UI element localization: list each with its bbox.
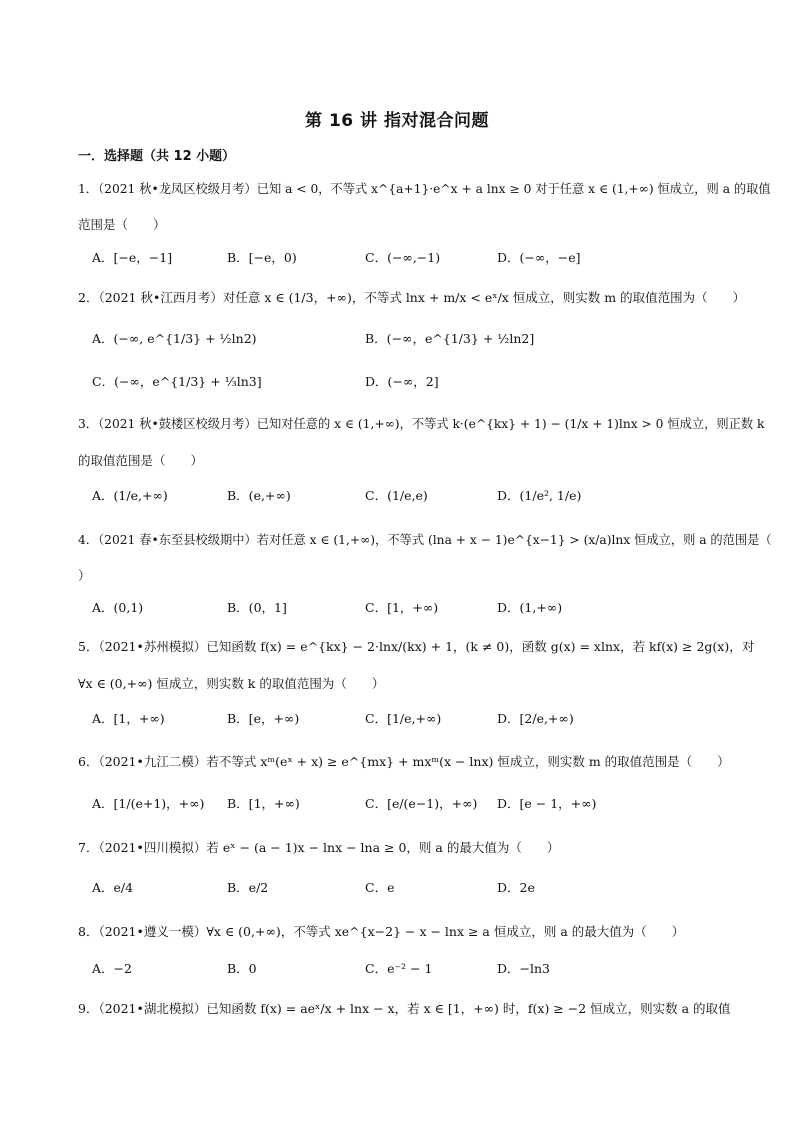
question-1-option-a[interactable]: A．[−e，−1] xyxy=(92,250,173,265)
question-7-option-d[interactable]: D．2e xyxy=(497,880,535,895)
question-2-option-d[interactable]: D．(−∞，2] xyxy=(365,374,439,389)
question-4-line-1: 4．（2021 春•东至县校级期中）若对任意 x ∈ (1,+∞)，不等式 (lna + x − 1)e^{x−1} > (x/a)lnx 恒成立，则 a 的范围是（ xyxy=(78,533,772,547)
question-2-option-c[interactable]: C．(−∞，e^{1/3} + ⅓ln3] xyxy=(92,374,262,389)
question-1-line-2: 范围是（ ） xyxy=(78,217,166,232)
question-4-option-b[interactable]: B．(0，1] xyxy=(227,600,287,615)
question-3-option-c[interactable]: C．(1/e,e) xyxy=(365,488,428,503)
question-3-option-b[interactable]: B．(e,+∞) xyxy=(227,488,291,503)
question-3-line-2: 的取值范围是（ ） xyxy=(78,453,204,468)
question-4-option-a[interactable]: A．(0,1) xyxy=(92,600,144,615)
page-title: 第 16 讲 指对混合问题 xyxy=(305,111,489,131)
question-8-option-b[interactable]: B．0 xyxy=(227,961,257,976)
question-9-line-1: 9．（2021•湖北模拟）已知函数 f(x) = aeˣ/x + lnx − x，若 x ∈ [1，+∞) 时，f(x) ≥ −2 恒成立，则实数 a 的取值 xyxy=(78,1001,731,1016)
question-7-option-c[interactable]: C．e xyxy=(365,880,395,895)
question-5-line-2: ∀x ∈ (0,+∞) 恒成立，则实数 k 的取值范围为（ ） xyxy=(78,676,385,691)
question-2-option-a[interactable]: A．(−∞, e^{1/3} + ½ln2) xyxy=(92,331,257,346)
question-4-line-2: ） xyxy=(78,568,91,583)
question-6-option-a[interactable]: A．[1/(e+1)，+∞) xyxy=(92,796,205,811)
question-5-option-a[interactable]: A．[1，+∞) xyxy=(92,711,165,726)
question-4-option-d[interactable]: D．(1,+∞) xyxy=(497,600,563,615)
question-8-line-1: 8．（2021•遵义一模）∀x ∈ (0,+∞)，不等式 xe^{x−2} − x − lnx ≥ a 恒成立，则 a 的最大值为（ ） xyxy=(78,924,685,939)
question-8-option-a[interactable]: A．−2 xyxy=(92,961,132,976)
question-8-option-c[interactable]: C．e⁻² − 1 xyxy=(365,961,433,976)
question-7-line-1: 7．（2021•四川模拟）若 eˣ − (a − 1)x − lnx − lna ≥ 0，则 a 的最大值为（ ） xyxy=(78,840,560,855)
question-1-option-b[interactable]: B．[−e，0) xyxy=(227,250,297,265)
question-5-option-c[interactable]: C．[1/e,+∞) xyxy=(365,711,442,726)
question-1-option-d[interactable]: D．(−∞，−e] xyxy=(497,250,581,265)
question-7-option-a[interactable]: A．e/4 xyxy=(92,880,134,895)
question-7-option-b[interactable]: B．e/2 xyxy=(227,880,269,895)
question-4-option-c[interactable]: C．[1，+∞) xyxy=(365,600,439,615)
question-5-line-1: 5．（2021•苏州模拟）已知函数 f(x) = e^{kx} − 2·lnx/(kx) + 1，(k ≠ 0)，函数 g(x) = xlnx，若 kf(x) ≥ 2g(x)，对 xyxy=(78,639,755,654)
question-3-option-a[interactable]: A．(1/e,+∞) xyxy=(92,488,168,503)
question-8-option-d[interactable]: D．−ln3 xyxy=(497,961,550,976)
question-2-option-b[interactable]: B．(−∞，e^{1/3} + ½ln2] xyxy=(365,331,535,346)
question-5-option-b[interactable]: B．[e，+∞) xyxy=(227,711,300,726)
question-3-option-d[interactable]: D．(1/e², 1/e) xyxy=(497,488,582,503)
question-1-line-1: 1．（2021 秋•龙凤区校级月考）已知 a < 0，不等式 x^{a+1}·e^x + a lnx ≥ 0 对于任意 x ∈ (1,+∞) 恒成立，则 a 的取值 xyxy=(78,182,771,196)
question-2-line-1: 2．（2021 秋•江西月考）对任意 x ∈ (1/3，+∞)，不等式 lnx + m/x < eˣ/x 恒成立，则实数 m 的取值范围为（ ） xyxy=(78,290,746,305)
question-6-option-d[interactable]: D．[e − 1，+∞) xyxy=(497,796,597,811)
question-6-option-b[interactable]: B．[1，+∞) xyxy=(227,796,300,811)
question-5-option-d[interactable]: D．[2/e,+∞) xyxy=(497,711,574,726)
question-1-option-c[interactable]: C．(−∞,−1) xyxy=(365,250,441,265)
question-3-line-1: 3．（2021 秋•鼓楼区校级月考）已知对任意的 x ∈ (1,+∞)，不等式 k·(e^{kx} + 1) − (1/x + 1)lnx > 0 恒成立，则正数 k xyxy=(78,417,765,431)
question-6-line-1: 6．（2021•九江二模）若不等式 xᵐ(eˣ + x) ≥ e^{mx} + mxᵐ(x − lnx) 恒成立，则实数 m 的取值范围是（ ） xyxy=(78,754,730,769)
section-heading: 一．选择题（共 12 小题） xyxy=(78,149,236,164)
question-6-option-c[interactable]: C．[e/(e−1)，+∞) xyxy=(365,796,478,811)
